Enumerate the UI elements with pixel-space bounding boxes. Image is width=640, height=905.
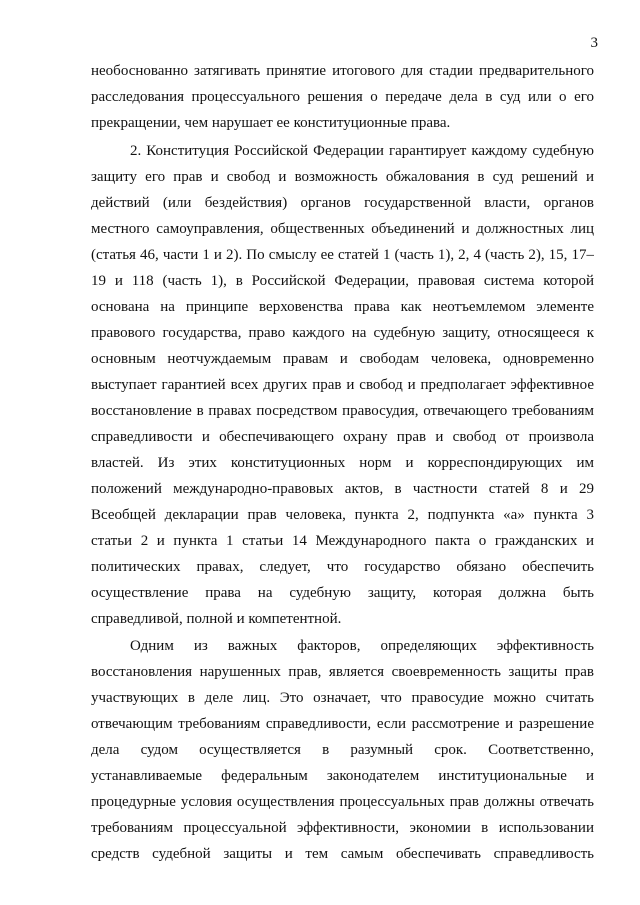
text-line: 19 и 118 (часть 1), в Российской Федерации, правовая система которой: [91, 273, 594, 289]
page-number: 3: [590, 35, 598, 51]
text-line: защиту его прав и свобод и возможность обжалования в суд решений и: [91, 169, 594, 185]
text-line: восстановления нарушенных прав, является своевременность защиты прав: [91, 664, 594, 680]
text-line: действий (или бездействия) органов государственной власти, органов: [91, 195, 594, 211]
text-line: необоснованно затягивать принятие итогового для стадии предварительного: [91, 63, 594, 79]
text-line: Одним из важных факторов, определяющих эффективность: [130, 638, 594, 654]
text-line: Всеобщей декларации прав человека, пункта 2, подпункта «а» пункта 3: [91, 507, 594, 523]
text-line: основана на принципе верховенства права как неотъемлемом элементе: [91, 299, 594, 315]
text-line: местного самоуправления, общественных объединений и должностных лиц: [91, 221, 594, 237]
text-line: средств судебной защиты и тем самым обеспечивать справедливость: [91, 846, 594, 862]
text-line: осуществление права на судебную защиту, которая должна быть: [91, 585, 594, 601]
text-line: прекращении, чем нарушает ее конституционные права.: [91, 115, 451, 131]
text-line: властей. Из этих конституционных норм и корреспондирующих им: [91, 455, 594, 471]
text-line: требованиям процессуальной эффективности, экономии в использовании: [91, 820, 594, 836]
text-line: статьи 2 и пункта 1 статьи 14 Международного пакта о гражданских и: [91, 533, 594, 549]
text-line: расследования процессуального решения о передаче дела в суд или о его: [91, 89, 594, 105]
text-line: процедурные условия осуществления процессуальных прав должны отвечать: [91, 794, 594, 810]
text-line: устанавливаемые федеральным законодателем институциональные и: [91, 768, 594, 784]
text-line: дела судом осуществляется в разумный срок. Соответственно,: [91, 742, 594, 758]
text-line: положений международно-правовых актов, в частности статей 8 и 29: [91, 481, 594, 497]
text-line: участвующих в деле лиц. Это означает, что правосудие можно считать: [91, 690, 594, 706]
text-line: справедливости и обеспечивающего охрану прав и свобод от произвола: [91, 429, 594, 445]
text-line: основным неотчуждаемым правам и свободам человека, одновременно: [91, 351, 594, 367]
text-line: политических правах, следует, что государство обязано обеспечить: [91, 559, 594, 575]
text-line: выступает гарантией всех других прав и свобод и предполагает эффективное: [91, 377, 594, 393]
text-line: восстановление в правах посредством правосудия, отвечающего требованиям: [91, 403, 594, 419]
text-line: (статья 46, части 1 и 2). По смыслу ее статей 1 (часть 1), 2, 4 (часть 2), 15, 17–: [91, 247, 594, 263]
text-line: правового государства, право каждого на судебную защиту, относящееся к: [91, 325, 594, 341]
text-line: 2. Конституция Российской Федерации гарантирует каждому судебную: [130, 143, 594, 159]
text-line: справедливой, полной и компетентной.: [91, 611, 342, 627]
text-line: отвечающим требованиям справедливости, если рассмотрение и разрешение: [91, 716, 594, 732]
